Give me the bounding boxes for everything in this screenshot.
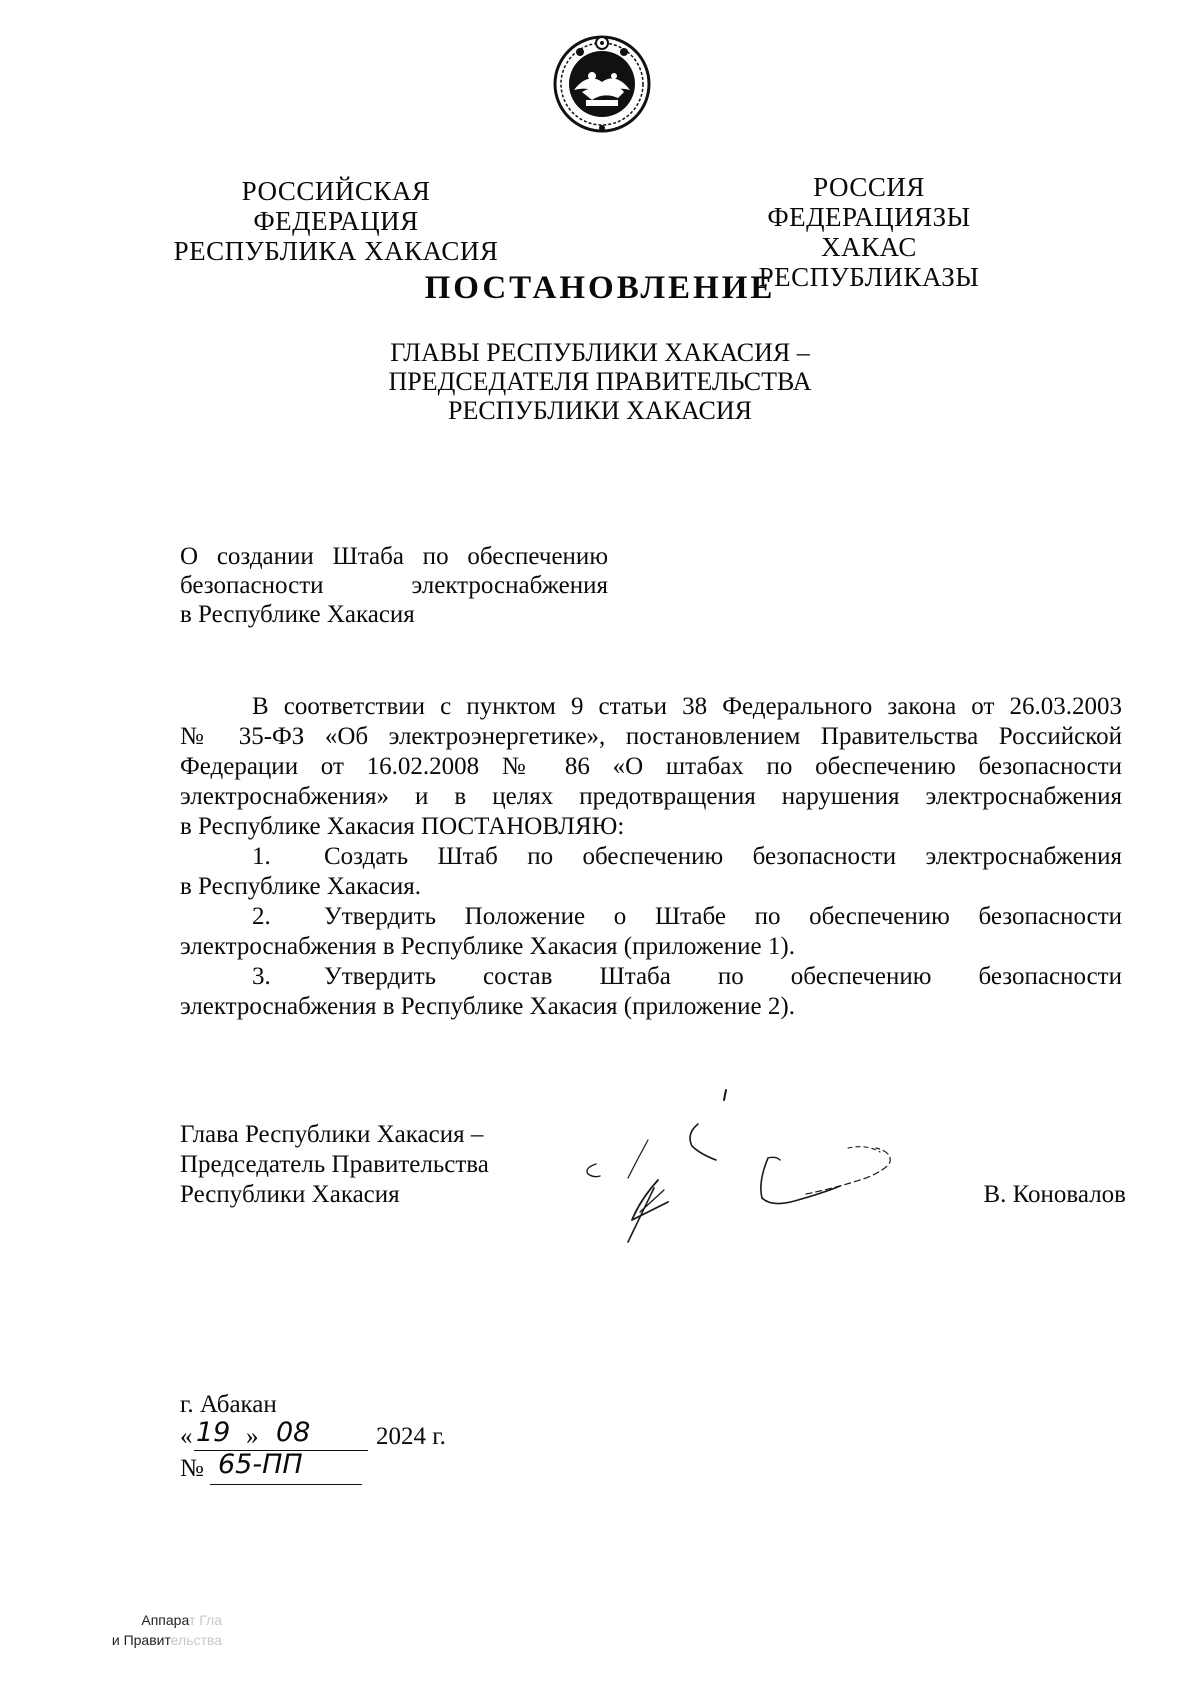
signatory-title-line-3: Республики Хакасия: [180, 1181, 400, 1208]
item-2-text: Утвердить Положение о Штабе по обеспечению безопасности: [324, 903, 1122, 930]
document-title: ПОСТАНОВЛЕНИЕ: [424, 270, 776, 306]
header-right-line-2: ХАКАС РЕСПУБЛИКАЗЫ: [758, 232, 980, 292]
preamble-line-4: электроснабжения» и в целях предотвращения нарушения электроснабжения: [180, 783, 1122, 810]
date-open-quote: «: [180, 1423, 193, 1450]
issuer-line-1: ГЛАВЫ РЕСПУБЛИКИ ХАКАСИЯ –: [390, 338, 810, 367]
signatory-title-line-1: Глава Республики Хакасия –: [180, 1121, 484, 1148]
coat-of-arms-emblem: [552, 32, 652, 136]
preamble-line-3: Федерации от 16.02.2008 № 86 «О штабах по обеспечению безопасности: [180, 753, 1122, 780]
subject-line-3: в Республике Хакасия: [180, 601, 415, 628]
item-2-number: 2.: [252, 903, 271, 930]
item-3-number: 3.: [252, 963, 271, 990]
date-day: 19: [196, 1417, 231, 1448]
item-2-first-line: [180, 902, 1122, 932]
subject-line-2: безопасности электроснабжения: [180, 572, 608, 599]
document-body: [180, 692, 1122, 1022]
registration-stamp: [62, 1610, 222, 1650]
preamble-line-1: В соответствии с пунктом 9 статьи 38 Федерального закона от 26.03.2003: [252, 693, 1122, 720]
item-1-text: Создать Штаб по обеспечению безопасности электроснабжения: [324, 843, 1122, 870]
stamp-line-1-visible: Аппара: [141, 1612, 189, 1628]
signatory-title-line-2: Председатель Правительства: [180, 1151, 489, 1178]
date-close-quote: »: [246, 1423, 259, 1450]
number-prefix: №: [180, 1455, 204, 1482]
item-3-continuation: электроснабжения в Республике Хакасия (приложение 2).: [180, 993, 795, 1020]
stamp-line-1: [62, 1610, 222, 1630]
signatory-name: В. Коновалов: [983, 1181, 1126, 1208]
stamp-line-2-faded: ельства: [170, 1632, 222, 1648]
issuer-block: [0, 338, 1200, 425]
item-2-continuation: электроснабжения в Республике Хакасия (приложение 1).: [180, 933, 795, 960]
item-1-continuation: в Республике Хакасия.: [180, 873, 422, 900]
stamp-line-2-visible: и Правит: [111, 1632, 171, 1648]
number-underline: [210, 1484, 362, 1485]
header-left: [168, 176, 504, 266]
subject-line-1: О создании Штаба по обеспечению: [180, 543, 608, 570]
handwritten-signature: [566, 1082, 916, 1252]
stamp-line-2: [62, 1630, 222, 1650]
header-left-line-2: РЕСПУБЛИКА ХАКАСИЯ: [173, 236, 499, 266]
subject-block: [180, 542, 608, 629]
issuer-line-2: ПРЕДСЕДАТЕЛЯ ПРАВИТЕЛЬСТВА: [388, 367, 812, 396]
number-value: 65-ПП: [218, 1449, 303, 1480]
header-left-line-1: РОССИЙСКАЯ ФЕДЕРАЦИЯ: [241, 176, 431, 236]
preamble-line-5: в Республике Хакасия ПОСТАНОВЛЯЮ:: [180, 813, 625, 840]
issuer-line-3: РЕСПУБЛИКИ ХАКАСИЯ: [447, 396, 752, 425]
item-3-first-line: [180, 962, 1122, 992]
preamble-line-2: № 35-ФЗ «Об электроэнергетике», постановлением Правительства Российской: [180, 723, 1122, 750]
issue-place: г. Абакан: [180, 1391, 277, 1418]
date-month: 08: [276, 1417, 311, 1448]
item-1-first-line: [180, 842, 1122, 872]
item-3-text: Утвердить состав Штаба по обеспечению безопасности: [324, 963, 1122, 990]
signatory-title: [180, 1120, 540, 1210]
header-right-line-1: РОССИЯ ФЕДЕРАЦИЯЗЫ: [767, 172, 971, 232]
item-1-number: 1.: [252, 843, 271, 870]
document-number: [180, 1449, 480, 1488]
date-year: 2024 г.: [376, 1423, 446, 1450]
stamp-line-1-faded: т Гла: [188, 1612, 222, 1628]
